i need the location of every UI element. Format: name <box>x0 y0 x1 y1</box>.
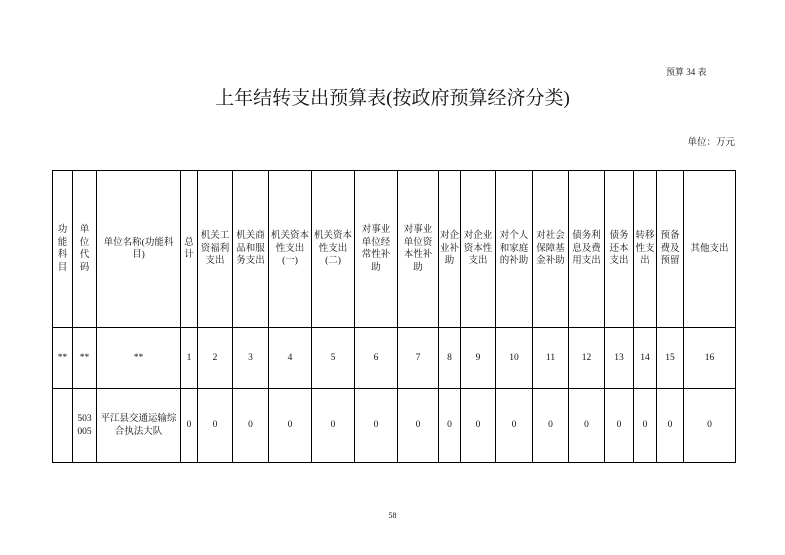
header-other: 其他支出 <box>684 171 736 328</box>
index-cell: 10 <box>496 328 533 389</box>
value-cell: 0 <box>634 389 657 463</box>
page-number: 58 <box>388 511 397 520</box>
budget-table <box>52 170 736 463</box>
value-cell: 0 <box>198 389 233 463</box>
value-cell: 0 <box>439 389 461 463</box>
index-cell: 4 <box>269 328 312 389</box>
header-org-salary-welfare: 机关工 资福利 支出 <box>198 171 233 328</box>
header-institution-recurring-subsidy: 对事业 单位经 常性补 助 <box>355 171 398 328</box>
header-reserve: 预备 费及 预留 <box>657 171 684 328</box>
value-cell: 0 <box>181 389 198 463</box>
unit-code-cell: 503 005 <box>73 389 97 463</box>
header-org-capital-2: 机关资本 性支出 (二) <box>312 171 355 328</box>
index-cell: 15 <box>657 328 684 389</box>
unit-label: 单位：万元 <box>687 138 735 148</box>
value-cell: 0 <box>533 389 569 463</box>
value-cell: 0 <box>355 389 398 463</box>
index-cell: 8 <box>439 328 461 389</box>
index-cell: 6 <box>355 328 398 389</box>
table-row <box>53 389 736 463</box>
index-cell: 12 <box>569 328 605 389</box>
value-cell: 0 <box>657 389 684 463</box>
index-cell: 14 <box>634 328 657 389</box>
index-cell: 3 <box>233 328 269 389</box>
value-cell: 0 <box>269 389 312 463</box>
value-cell: 0 <box>312 389 355 463</box>
header-row <box>53 171 736 328</box>
index-cell: 13 <box>605 328 634 389</box>
value-cell: 0 <box>461 389 496 463</box>
value-cell: 0 <box>233 389 269 463</box>
header-debt-principal: 债务 还本 支出 <box>605 171 634 328</box>
value-cell: 0 <box>569 389 605 463</box>
header-function-subject: 功 能 科 目 <box>53 171 73 328</box>
index-cell: ** <box>97 328 181 389</box>
header-total: 总 计 <box>181 171 198 328</box>
header-debt-interest-fees: 债务利 息及费 用支出 <box>569 171 605 328</box>
index-cell: ** <box>73 328 97 389</box>
index-cell: ** <box>53 328 73 389</box>
index-row <box>53 328 736 389</box>
header-org-capital-1: 机关资本 性支出 (一) <box>269 171 312 328</box>
value-cell: 0 <box>605 389 634 463</box>
page-title: 上年结转支出预算表(按政府预算经济分类) <box>215 88 570 109</box>
header-org-goods-services: 机关商 品和服 务支出 <box>233 171 269 328</box>
function-subject-cell <box>53 389 73 463</box>
header-enterprise-subsidy: 对企 业补 助 <box>439 171 461 328</box>
value-cell: 0 <box>398 389 439 463</box>
header-household-subsidy: 对个人 和家庭 的补助 <box>496 171 533 328</box>
index-cell: 7 <box>398 328 439 389</box>
value-cell: 0 <box>496 389 533 463</box>
unit-name-cell: 平江县交通运输综 合执法大队 <box>97 389 181 463</box>
value-cell: 0 <box>684 389 736 463</box>
table-number: 预算 34 表 <box>666 67 707 77</box>
index-cell: 11 <box>533 328 569 389</box>
index-cell: 9 <box>461 328 496 389</box>
header-enterprise-capital: 对企业 资本性 支出 <box>461 171 496 328</box>
header-unit-code: 单 位 代 码 <box>73 171 97 328</box>
header-unit-name: 单位名称(功能科 目) <box>97 171 181 328</box>
index-cell: 1 <box>181 328 198 389</box>
index-cell: 16 <box>684 328 736 389</box>
header-institution-capital-subsidy: 对事业 单位资 本性补 助 <box>398 171 439 328</box>
index-cell: 5 <box>312 328 355 389</box>
header-transfer: 转移 性支 出 <box>634 171 657 328</box>
index-cell: 2 <box>198 328 233 389</box>
header-social-security-subsidy: 对社会 保障基 金补助 <box>533 171 569 328</box>
